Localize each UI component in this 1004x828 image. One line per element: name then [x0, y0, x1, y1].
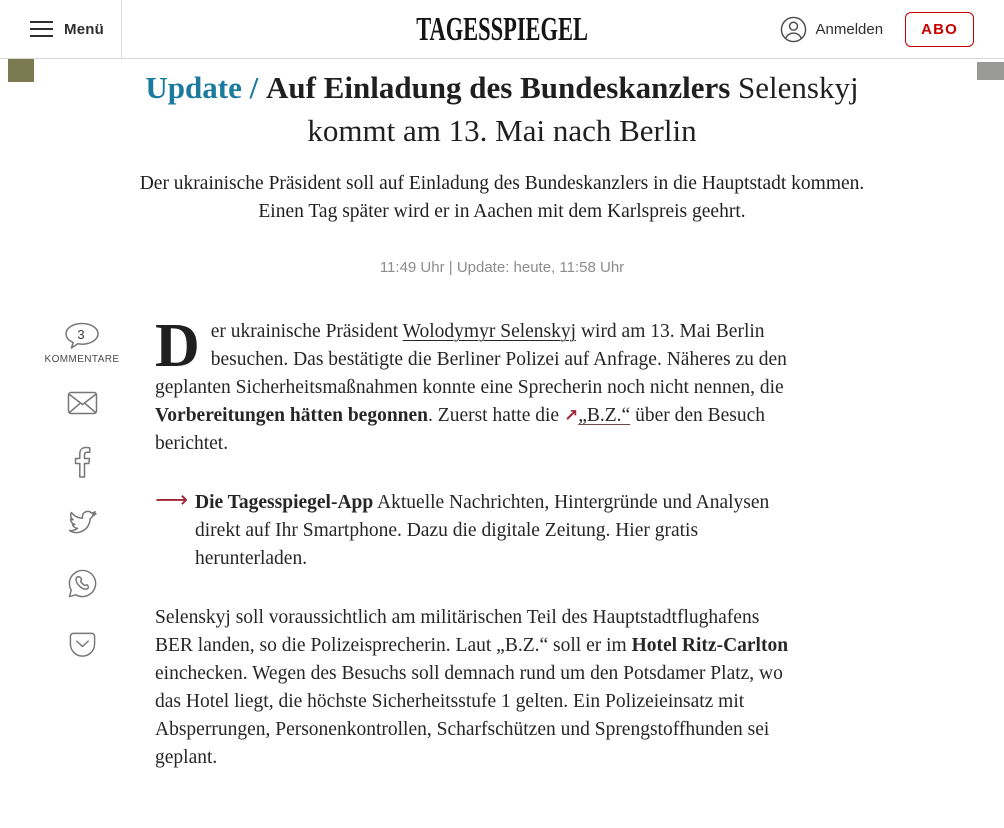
twitter-icon — [66, 524, 98, 541]
pocket-icon — [67, 646, 98, 663]
login-label: Anmelden — [815, 21, 884, 38]
login-button[interactable] — [780, 16, 884, 43]
paragraph-2-text: Selenskyj soll voraussichtlich am militärischen Teil des Hauptstadtflughafens BER landen, so die Polizeisprecherin. Laut „B.Z.“ soll er im — [155, 607, 760, 656]
whatsapp-share-button[interactable] — [67, 568, 98, 599]
whatsapp-icon — [67, 586, 98, 603]
pocket-share-button[interactable] — [67, 630, 98, 659]
promo-title: Die Tagesspiegel-App — [195, 492, 374, 513]
paragraph-2-text: einchecken. Wegen des Besuchs soll demnach rund um den Potsdamer Platz, wo das Hotel liegt, die höchste Sicherheitsstufe 1 gelten. Ein Polizeieinsatz mit Absperrungen, Personenkontrollen, Scharfschützen und Sprengstoffhunden sei geplant. — [155, 663, 783, 768]
paragraph-1-text: er ukrainische Präsident — [210, 321, 403, 342]
paragraph-1 — [155, 312, 791, 458]
article-kicker: Update / — [145, 70, 259, 105]
comments-label: KOMMENTARE — [44, 354, 120, 365]
share-rail — [44, 322, 120, 690]
drop-cap: D — [155, 312, 200, 380]
comment-bubble-icon — [63, 322, 101, 350]
facebook-share-button[interactable] — [72, 446, 92, 478]
site-header — [0, 0, 1004, 59]
facebook-icon — [72, 465, 92, 482]
article-timestamp: 11:49 Uhr | Update: heute, 11:58 Uhr — [379, 259, 625, 276]
twitter-share-button[interactable] — [66, 509, 98, 537]
email-icon — [67, 402, 98, 419]
paragraph-1-text: über den Besuch berichtet. — [155, 405, 766, 454]
promo-arrow-icon: ⟶ — [155, 487, 188, 513]
abo-button[interactable]: ABO — [905, 12, 974, 47]
subtitle-line2: Einen Tag später wird er in Aachen mit dem Karlspreis geehrt. — [258, 201, 746, 222]
bz-link[interactable]: „B.Z.“ — [578, 405, 631, 426]
comments-button[interactable] — [45, 322, 120, 365]
promo-text: Aktuelle Nachrichten, Hintergründe und Analysen direkt auf Ihr Smartphone. Dazu die digitale Zeitung. Hier gratis herunterladen. — [195, 492, 770, 569]
article-title-regular: Selenskyj — [738, 70, 859, 105]
article-title-line2: kommt am 13. Mai nach Berlin — [307, 113, 697, 148]
image-fragment-left — [8, 58, 34, 82]
image-fragment-right — [977, 62, 1004, 80]
person-link[interactable]: Wolodymyr Selenskyj — [402, 321, 577, 342]
email-share-button[interactable] — [67, 391, 98, 415]
paragraph-2-bold: Hotel Ritz-Carlton — [631, 635, 789, 656]
user-avatar-icon — [780, 16, 807, 43]
menu-label: Menü — [64, 20, 104, 38]
comment-count: 3 — [77, 327, 85, 342]
article-title-bold: Auf Einladung des Bundeskanzlers — [265, 70, 731, 105]
article-title — [77, 66, 927, 152]
article-subtitle — [62, 170, 942, 226]
site-logo-text: TAGESSPIEGEL — [416, 11, 588, 48]
paragraph-1-text: . Zuerst hatte die — [428, 405, 564, 426]
paragraph-2 — [155, 604, 791, 772]
subtitle-line1: Der ukrainische Präsident soll auf Einladung des Bundeskanzlers in die Hauptstadt kommen. — [139, 173, 865, 194]
paragraph-1-bold: Vorbereitungen hätten begonnen — [155, 405, 429, 426]
header-right — [780, 0, 974, 59]
paragraph-1-text: wird am 13. Mai Berlin besuchen. Das bestätigte die Berliner Polizei auf Anfrage. Näheres zu den geplanten Sicherheitsmaßnahmen konnte eine Sprecherin noch nicht nennen, die — [155, 321, 787, 398]
article-body — [155, 312, 791, 803]
app-promo — [155, 489, 791, 573]
external-link-arrow-icon: ↗ — [563, 406, 579, 426]
